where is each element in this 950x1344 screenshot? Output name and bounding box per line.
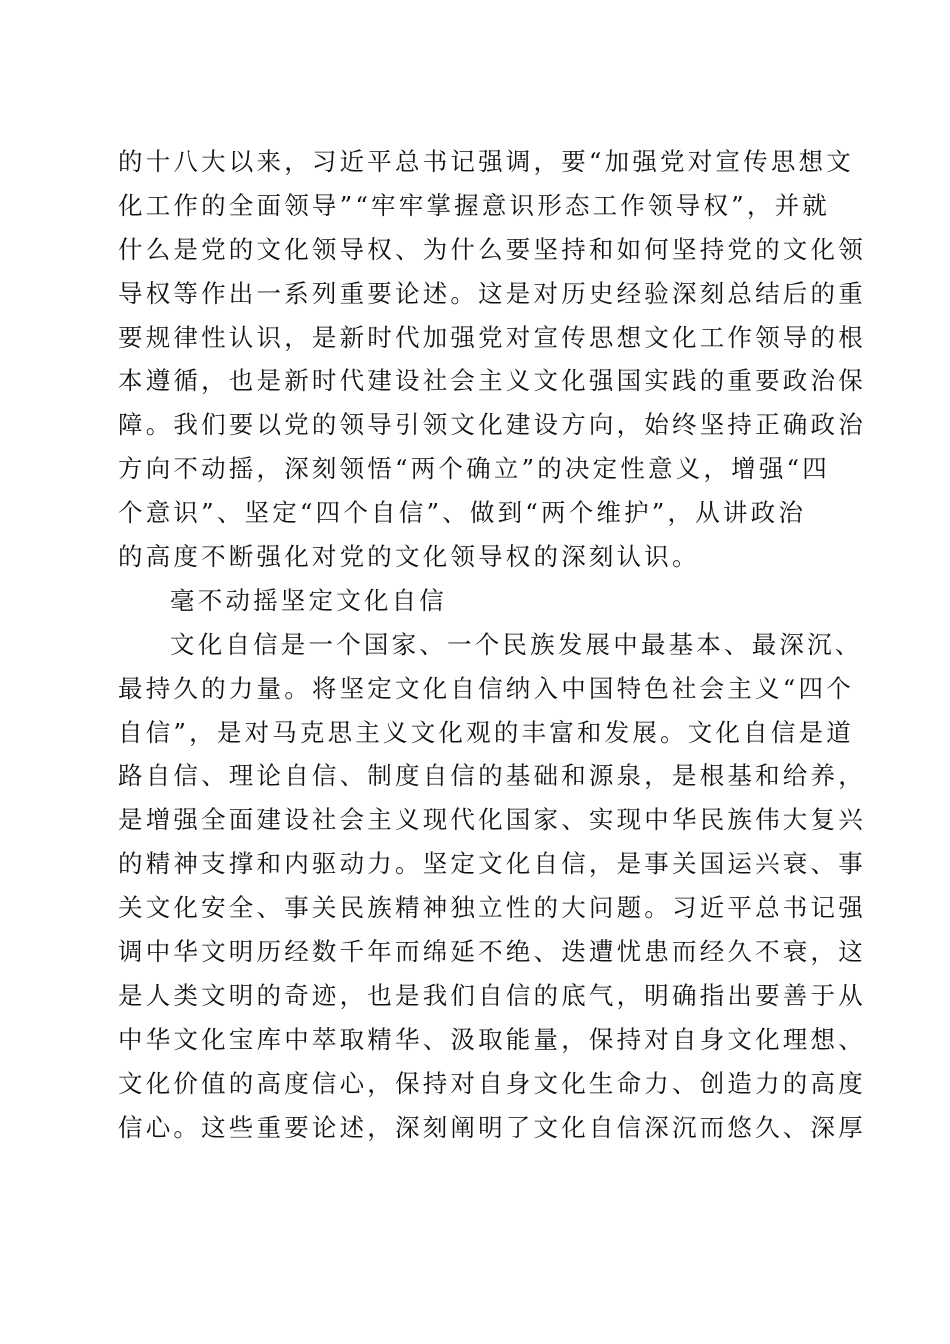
text-line: 的高度不断强化对党的文化领导权的深刻认识。: [118, 542, 700, 572]
body-text: [118, 140, 866, 1149]
text-line: 本遵循，也是新时代建设社会主义文化强国实践的重要政治保: [118, 366, 866, 396]
text-line: 中华文化宝库中萃取精华、汲取能量，保持对自身文化理想、: [118, 1024, 866, 1054]
text-line: 是人类文明的奇迹，也是我们自信的底气，明确指出要善于从: [118, 980, 866, 1010]
text-line: 文化价值的高度信心，保持对自身文化生命力、创造力的高度: [118, 1068, 866, 1098]
text-line: 化工作的全面领导”“牢牢掌握意识形态工作领导权”，并就: [118, 190, 830, 220]
text-line: 文化自信是一个国家、一个民族发展中最基本、最深沉、: [170, 629, 863, 659]
text-line: 关文化安全、事关民族精神独立性的大问题。习近平总书记强: [118, 893, 866, 923]
text-line: 自信”，是对马克思主义文化观的丰富和发展。文化自信是道: [118, 717, 854, 747]
text-line: 是增强全面建设社会主义现代化国家、实现中华民族伟大复兴: [118, 805, 866, 835]
text-line: 的十八大以来，习近平总书记强调，要“加强党对宣传思想文: [118, 147, 854, 176]
text-line: 最持久的力量。将坚定文化自信纳入中国特色社会主义“四个: [118, 673, 854, 703]
text-line: 调中华文明历经数千年而绵延不绝、迭遭忧患而经久不衰，这: [118, 937, 866, 967]
text-line: 障。我们要以党的领导引领文化建设方向，始终坚持正确政治: [118, 410, 866, 440]
text-line: 个意识”、坚定“四个自信”、做到“两个维护”，从讲政治: [118, 498, 807, 528]
text-line: 信心。这些重要论述，深刻阐明了文化自信深沉而悠久、深厚: [118, 1112, 866, 1142]
text-line: 导权等作出一系列重要论述。这是对历史经验深刻总结后的重: [118, 278, 866, 308]
section-heading: 毫不动摇坚定文化自信: [170, 585, 447, 615]
text-line: 路自信、理论自信、制度自信的基础和源泉，是根基和给养，: [118, 761, 866, 791]
text-line: 什么是党的文化领导权、为什么要坚持和如何坚持党的文化领: [118, 234, 866, 264]
text-line: 的精神支撑和内驱动力。坚定文化自信，是事关国运兴衰、事: [118, 849, 866, 879]
text-line: 方向不动摇，深刻领悟“两个确立”的决定性意义，增强“四: [118, 454, 830, 484]
text-line: 要规律性认识，是新时代加强党对宣传思想文化工作领导的根: [118, 322, 866, 352]
